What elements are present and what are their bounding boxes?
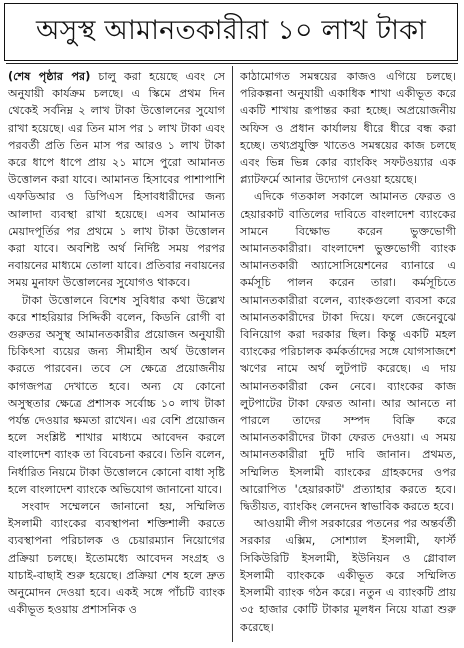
left-column bbox=[8, 68, 225, 644]
headline-box bbox=[4, 3, 458, 61]
right-column bbox=[240, 68, 456, 644]
paragraph: টাকা উত্তোলনে বিশেষ সুবিধার কথা উল্লেখ করে শাহরিয়ার সিদ্দিকী বলেন, কিডনি রোগী বা গুরুতর অসুস্থ আমানতকারীর প্রয়োজন অনুযায়ী চিকিৎসা ব্যয়ের জন্য সীমাহীন অর্থ উত্তোলন করতে পারবেন। তবে সে ক্ষেত্রে প্রয়োজনীয় কাগজপত্র দেখাতে হবে। অন্য যে কোনো অসুস্থতার ক্ষেত্রে প্রশাসক সর্বোচ্চ ১০ লাখ টাকা পর্যন্ত দেওয়ার ক্ষমতা রাখেন। এর বেশি প্রয়োজন হলে সংশ্লিষ্ট শাখার মাধ্যমে আবেদন করলে বাংলাদেশ ব্যাংক তা বিবেচনা করবে। তিনি বলেন, নির্ধারিত নিয়মে টাকা উত্তোলনে কোনো বাধা সৃষ্টি হলে বাংলাদেশ ব্যাংকে অভিযোগ জানানো যাবে। bbox=[8, 293, 225, 496]
headline: অসুস্থ আমানতকারীরা ১০ লাখ টাকা bbox=[35, 15, 427, 46]
paragraph: কাঠামোগত সমন্বয়ের কাজও এগিয়ে চলছে। পরিকল্পনা অনুযায়ী একাধিক শাখা একীভূত করে একটি শাখায় রূপান্তর করা হচ্ছে। অপ্রয়োজনীয় অফিস ও প্রধান কার্যালয় ধীরে ধীরে বন্ধ করা হচ্ছে। তথ্যপ্রযুক্তি খাতেও সমন্বয়ের কাজ চলছে এবং ভিন্ন ভিন্ন কোর ব্যাংকিং সফটওয়্যার এক প্ল্যাটফর্মে আনার উদ্যোগ নেওয়া হয়েছে। bbox=[240, 70, 456, 187]
headline-rule bbox=[6, 63, 458, 64]
paragraph: আওয়ামী লীগ সরকারের পতনের পর অন্তর্বর্তী সরকার এক্সিম, সোশ্যাল ইসলামী, ফার্স্ট সিকিউরিটি ইসলামী, ইউনিয়ন ও গ্লোবাল ইসলামী ব্যাংককে একীভূত করে সম্মিলিত ইসলামী ব্যাংক গঠন করে। নতুন এ ব্যাংকটি প্রায় ৩৫ হাজার কোটি টাকার মূলধন নিয়ে যাত্রা শুরু করেছে। bbox=[240, 517, 456, 634]
paragraph-text: চালু করা হয়েছে এবং সে অনুযায়ী কার্যক্রম চলছে। এ স্কিমে প্রথম দিন থেকেই সর্বনিম্ন ২ লাখ টাকা উত্তোলনের সুযোগ রাখা হয়েছে। এর তিন মাস পর ১ লাখ টাকা এবং পরবর্তী প্রতি তিন মাস পর আরও ১ লাখ টাকা করে ধাপে ধাপে প্রায় ২১ মাসে পুরো আমানত উত্তোলন করা যাবে। আমানত হিসাবের পাশাপাশি এফডিআর ও ডিপিএস হিসাবধারীদের জন্য আলাদা ব্যবস্থা রাখা হয়েছে। এসব আমানত মেয়াদপূর্তির পর প্রথমে ১ লাখ টাকা উত্তোলন করা যাবে। অবশিষ্ট অর্থ নির্দিষ্ট সময় পরপর নবায়নের মাধ্যমে তোলা যাবে। প্রতিবার নবায়নের সময় মুনাফা উত্তোলনের সুযোগও থাকবে। bbox=[8, 70, 225, 290]
column-divider bbox=[232, 66, 233, 642]
paragraph: এদিকে গতকাল সকালে আমানত ফেরত ও হেয়ারকাট বাতিলের দাবিতে বাংলাদেশ ব্যাংকের সামনে বিক্ষোভ করেন ভুক্তভোগী আমানতকারীরা। বাংলাদেশ ভুক্তভোগী ব্যাংক আমানতকারী অ্যাসোসিয়েশনের ব্যানারে এ কর্মসূচি পালন করেন তারা। কর্মসূচিতে আমানতকারীরা বলেন, ব্যাংকগুলো ব্যবসা করে আমানতকারীদের টাকা দিয়ে। ফলে জেনেবুঝে বিনিয়োগ করা দরকার ছিল। কিন্তু একটি মহল ব্যাংকের পরিচালক কর্মকর্তাদের সঙ্গে যোগসাজশে ঋণের নামে অর্থ লুটপাট করেছে। এ দায় আমানতকারীরা কেন নেবে। ব্যাংকের কাজ লুটপাটের টাকা ফেরত আনা। আর আনতে না পারলে তাদের সম্পদ বিক্রি করে আমানতকারীদের টাকা ফেরত দেওয়া। এ সময় আমানতকারীরা দুটি দাবি জানান। প্রথমত, সম্মিলিত ইসলামী ব্যাংকের গ্রাহকদের ওপর আরোপিত 'হেয়ারকাট' প্রত্যাহার করতে হবে। দ্বিতীয়ত, ব্যাংকিং লেনদেন স্বাভাবিক করতে হবে। bbox=[240, 190, 456, 514]
paragraph: সংবাদ সম্মেলনে জানানো হয়, সম্মিলিত ইসলামী ব্যাংকের ব্যবস্থাপনা শক্তিশালী করতে ব্যবস্থাপনা পরিচালক ও চেয়ারম্যান নিয়োগের প্রক্রিয়া চলছে। ইতোমধ্যে আবেদন সংগ্রহ ও যাচাই-বাছাই শুরু হয়েছে। প্রক্রিয়া শেষ হলে দ্রুত অনুমোদন দেওয়া হবে। একই সঙ্গে পাঁচটি ব্যাংক একীভূত হওয়ায় প্রশাসনিক ও bbox=[8, 500, 225, 617]
continuation-tag: (শেষ পৃষ্ঠার পর) bbox=[8, 70, 91, 83]
paragraph bbox=[8, 68, 225, 292]
